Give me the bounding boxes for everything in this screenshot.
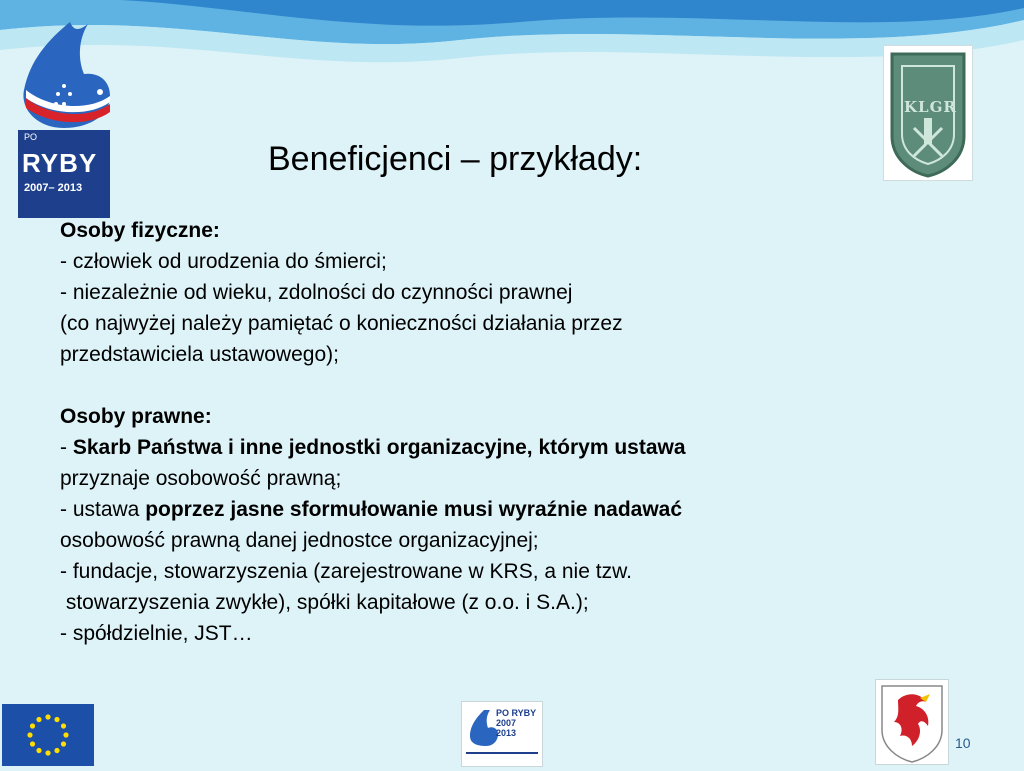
- prawne-item-3-line-1: - fundacje, stowarzyszenia (zarejestrowane w KRS, a nie tzw.: [60, 560, 632, 583]
- mini-logo-text: [496, 708, 536, 738]
- griffin-coat-of-arms-logo: [876, 680, 948, 764]
- eu-stars-icon: [2, 704, 94, 766]
- prawne-item-2-cont: osobowość prawną danej jednostce organizacyjnej;: [60, 529, 539, 552]
- fish-logo-icon: [18, 20, 114, 132]
- logo-po-text: PO: [24, 132, 38, 142]
- fizyczne-line-3: (co najwyżej należy pamiętać o konieczności działania przez: [60, 312, 623, 335]
- eu-flag-logo: [2, 704, 94, 766]
- logo-years-text: 2007– 2013: [24, 182, 83, 194]
- prawne-item-1-bold: Skarb Państwa i inne jednostki organizacyjne, którym ustawa: [72, 436, 686, 459]
- slide-title: Beneficjenci – przykłady:: [268, 140, 643, 178]
- prawne-item-4: - spółdzielnie, JST…: [60, 622, 253, 645]
- slide-content: [60, 215, 930, 649]
- page-number: 10: [955, 735, 971, 751]
- klgr-seal-logo: [884, 46, 972, 180]
- seal-text: KLGR: [904, 98, 957, 116]
- header-wave-decoration: [0, 0, 1024, 130]
- prawne-item-1: [60, 432, 930, 463]
- prawne-item-1-cont: przyznaje osobowość prawną;: [60, 467, 342, 490]
- po-ryby-logo: [18, 20, 114, 200]
- mini-logo-line-1: PO RYBY: [496, 708, 537, 718]
- logo-ryby-text: RYBY: [22, 148, 98, 178]
- spacer: [60, 370, 930, 401]
- mini-logo-line-3: 2013: [496, 728, 517, 738]
- prawne-item-2: [60, 494, 930, 525]
- fizyczne-line-4: przedstawiciela ustawowego);: [60, 343, 339, 366]
- prawne-item-2-prefix: - ustawa: [60, 498, 146, 521]
- prawne-item-1-prefix: -: [60, 436, 73, 459]
- heading-osoby-fizyczne: Osoby fizyczne:: [60, 219, 220, 242]
- mini-po-ryby-logo: [462, 702, 542, 766]
- griffin-icon: [876, 680, 948, 764]
- prawne-item-3-line-2: stowarzyszenia zwykłe), spółki kapitałowe (z o.o. i S.A.);: [60, 591, 589, 614]
- prawne-item-2-bold: poprzez jasne sformułowanie musi wyraźnie nadawać: [145, 498, 683, 521]
- heading-osoby-prawne: Osoby prawne:: [60, 405, 212, 428]
- mini-logo-rule: [466, 752, 538, 754]
- fizyczne-line-2: - niezależnie od wieku, zdolności do czynności prawnej: [60, 281, 573, 304]
- mini-logo-line-2: 2007: [496, 718, 517, 728]
- mini-fish-icon: [466, 708, 500, 748]
- fizyczne-line-1: - człowiek od urodzenia do śmierci;: [60, 250, 387, 273]
